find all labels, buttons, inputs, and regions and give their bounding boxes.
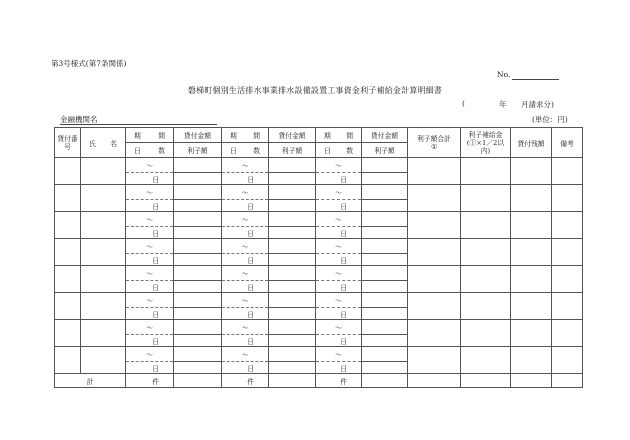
unit-label: (単位：円) bbox=[532, 115, 568, 124]
period-month-label: 月請求分) bbox=[521, 100, 554, 109]
remaining-balance-cell[interactable] bbox=[511, 293, 552, 320]
interest-cell[interactable] bbox=[362, 173, 408, 185]
interest-cell[interactable] bbox=[269, 362, 316, 374]
interest-cell[interactable] bbox=[269, 173, 316, 185]
interest-cell[interactable] bbox=[174, 362, 222, 374]
interest-cell[interactable] bbox=[174, 227, 222, 239]
interest-total-cell[interactable] bbox=[408, 212, 461, 239]
subsidy-cell[interactable] bbox=[461, 212, 511, 239]
days-cell[interactable]: 日 bbox=[126, 173, 174, 185]
period-range-cell[interactable]: ～ bbox=[126, 266, 174, 281]
total-balance-cell[interactable] bbox=[511, 374, 552, 388]
interest-cell[interactable] bbox=[362, 362, 408, 374]
period-range-cell[interactable]: ～ bbox=[126, 185, 174, 200]
period-range-cell[interactable]: ～ bbox=[316, 293, 362, 308]
remaining-balance-cell[interactable] bbox=[511, 239, 552, 266]
interest-cell[interactable] bbox=[174, 200, 222, 212]
remaining-balance-cell[interactable] bbox=[511, 320, 552, 347]
header-interest-3: 利子額 bbox=[362, 143, 408, 158]
loan-amount-cell[interactable] bbox=[269, 185, 316, 200]
period-range-cell[interactable]: ～ bbox=[222, 158, 269, 173]
table-row bbox=[55, 320, 583, 335]
remarks-cell[interactable] bbox=[552, 239, 583, 266]
remaining-balance-cell[interactable] bbox=[511, 347, 552, 374]
period-year-label: 年 bbox=[499, 100, 507, 109]
period-range-cell[interactable]: ～ bbox=[222, 239, 269, 254]
loan-amount-cell[interactable] bbox=[362, 347, 408, 362]
loan-number-cell[interactable] bbox=[55, 347, 81, 374]
interest-total-cell[interactable] bbox=[408, 266, 461, 293]
days-cell[interactable]: 日 bbox=[316, 254, 362, 266]
loan-amount-cell[interactable] bbox=[174, 185, 222, 200]
header-period-3-b: 間 bbox=[346, 132, 353, 140]
subsidy-cell[interactable] bbox=[461, 239, 511, 266]
loan-amount-cell[interactable] bbox=[174, 212, 222, 227]
header-days-1 bbox=[126, 143, 174, 158]
total-row bbox=[55, 374, 583, 388]
header-name-b: 名 bbox=[110, 139, 117, 148]
remaining-balance-cell[interactable] bbox=[511, 158, 552, 185]
calculation-table bbox=[54, 127, 583, 388]
period-range-cell[interactable]: ～ bbox=[126, 293, 174, 308]
interest-total-cell[interactable] bbox=[408, 239, 461, 266]
days-cell[interactable]: 日 bbox=[126, 308, 174, 320]
period-range-cell[interactable]: ～ bbox=[126, 212, 174, 227]
loan-number-cell[interactable] bbox=[55, 239, 81, 266]
table-row bbox=[55, 212, 583, 227]
days-cell[interactable]: 日 bbox=[126, 335, 174, 347]
interest-cell[interactable] bbox=[362, 281, 408, 293]
period-range-cell[interactable]: ～ bbox=[222, 212, 269, 227]
total-count-cell[interactable]: 件 bbox=[126, 374, 174, 388]
days-cell[interactable]: 日 bbox=[222, 335, 269, 347]
table-row bbox=[55, 239, 583, 254]
total-label: 計 bbox=[55, 374, 126, 388]
loan-number-cell[interactable] bbox=[55, 185, 81, 212]
interest-cell[interactable] bbox=[269, 200, 316, 212]
period-range-cell[interactable]: ～ bbox=[222, 320, 269, 335]
header-remarks: 備考 bbox=[552, 128, 583, 158]
header-loan-amount-1: 貸付金額 bbox=[174, 128, 222, 143]
loan-amount-cell[interactable] bbox=[362, 320, 408, 335]
subsidy-cell[interactable] bbox=[461, 293, 511, 320]
table-row bbox=[55, 185, 583, 200]
subsidy-cell[interactable] bbox=[461, 158, 511, 185]
days-cell[interactable]: 日 bbox=[222, 227, 269, 239]
days-cell[interactable]: 日 bbox=[126, 254, 174, 266]
interest-cell[interactable] bbox=[174, 254, 222, 266]
period-range-cell[interactable]: ～ bbox=[126, 320, 174, 335]
table-row bbox=[55, 158, 583, 173]
header-period-2 bbox=[222, 128, 269, 143]
bank-name-label: 金融機関名 bbox=[60, 115, 98, 124]
name-cell[interactable] bbox=[81, 266, 126, 293]
header-days-2-b: 数 bbox=[253, 147, 260, 155]
interest-cell[interactable] bbox=[362, 227, 408, 239]
header-name bbox=[81, 128, 126, 158]
remarks-cell[interactable] bbox=[552, 347, 583, 374]
header-days-3 bbox=[316, 143, 362, 158]
interest-cell[interactable] bbox=[174, 308, 222, 320]
header-loan-amount-2: 貸付金額 bbox=[269, 128, 316, 143]
interest-cell[interactable] bbox=[269, 335, 316, 347]
days-cell[interactable]: 日 bbox=[222, 362, 269, 374]
loan-number-cell[interactable] bbox=[55, 320, 81, 347]
interest-cell[interactable] bbox=[362, 308, 408, 320]
period-range-cell[interactable]: ～ bbox=[316, 239, 362, 254]
period-range-cell[interactable]: ～ bbox=[316, 347, 362, 362]
remaining-balance-cell[interactable] bbox=[511, 266, 552, 293]
subsidy-cell[interactable] bbox=[461, 266, 511, 293]
header-interest-2: 利子額 bbox=[269, 143, 316, 158]
loan-amount-cell[interactable] bbox=[269, 293, 316, 308]
header-days-3-a: 日 bbox=[324, 147, 331, 155]
days-cell[interactable]: 日 bbox=[222, 281, 269, 293]
table-row bbox=[55, 347, 583, 362]
header-period-2-b: 間 bbox=[253, 132, 260, 140]
name-cell[interactable] bbox=[81, 293, 126, 320]
loan-number-cell[interactable] bbox=[55, 293, 81, 320]
header-period-1-b: 間 bbox=[158, 132, 165, 140]
total-amount-cell[interactable] bbox=[174, 374, 222, 388]
days-cell[interactable]: 日 bbox=[126, 227, 174, 239]
days-cell[interactable]: 日 bbox=[222, 308, 269, 320]
remarks-cell[interactable] bbox=[552, 293, 583, 320]
header-loan-number: 貸付番号 bbox=[55, 128, 81, 158]
subsidy-cell[interactable] bbox=[461, 320, 511, 347]
total-remarks-cell[interactable] bbox=[552, 374, 583, 388]
interest-cell[interactable] bbox=[362, 254, 408, 266]
loan-amount-cell[interactable] bbox=[174, 347, 222, 362]
header-interest-total-label: 利子額合計 bbox=[417, 134, 451, 143]
period-range-cell[interactable]: ～ bbox=[126, 347, 174, 362]
subsidy-cell[interactable] bbox=[461, 347, 511, 374]
days-cell[interactable]: 日 bbox=[316, 362, 362, 374]
header-subsidy: 利子補給金(①×1／2以内) bbox=[461, 128, 511, 158]
header-period-1-a: 期 bbox=[134, 132, 141, 140]
remaining-balance-cell[interactable] bbox=[511, 212, 552, 239]
loan-amount-cell[interactable] bbox=[362, 266, 408, 281]
document-number-label: No. bbox=[497, 70, 511, 79]
period-range-cell[interactable]: ～ bbox=[316, 266, 362, 281]
name-cell[interactable] bbox=[81, 185, 126, 212]
header-days-2 bbox=[222, 143, 269, 158]
loan-amount-cell[interactable] bbox=[269, 320, 316, 335]
total-amount-cell[interactable] bbox=[362, 374, 408, 388]
interest-cell[interactable] bbox=[362, 200, 408, 212]
days-cell[interactable]: 日 bbox=[316, 227, 362, 239]
header-remaining-balance: 貸付残額 bbox=[511, 128, 552, 158]
remaining-balance-cell[interactable] bbox=[511, 185, 552, 212]
period-range-cell[interactable]: ～ bbox=[222, 293, 269, 308]
days-cell[interactable]: 日 bbox=[126, 362, 174, 374]
days-cell[interactable]: 日 bbox=[222, 200, 269, 212]
loan-amount-cell[interactable] bbox=[362, 212, 408, 227]
header-interest-total-mark: ① bbox=[430, 142, 438, 151]
loan-amount-cell[interactable] bbox=[362, 158, 408, 173]
period-range-cell[interactable]: ～ bbox=[222, 185, 269, 200]
days-cell[interactable]: 日 bbox=[126, 281, 174, 293]
loan-number-cell[interactable] bbox=[55, 212, 81, 239]
days-cell[interactable]: 日 bbox=[316, 281, 362, 293]
period-range-cell[interactable]: ～ bbox=[316, 158, 362, 173]
header-days-2-a: 日 bbox=[230, 147, 237, 155]
header-period-3-a: 期 bbox=[324, 132, 331, 140]
loan-amount-cell[interactable] bbox=[269, 347, 316, 362]
header-days-1-a: 日 bbox=[134, 147, 141, 155]
header-interest-total bbox=[408, 128, 461, 158]
period-range-cell[interactable]: ～ bbox=[126, 158, 174, 173]
interest-cell[interactable] bbox=[362, 335, 408, 347]
bank-name-field[interactable] bbox=[60, 124, 217, 125]
total-amount-cell[interactable] bbox=[269, 374, 316, 388]
period-range-cell[interactable]: ～ bbox=[126, 239, 174, 254]
header-days-3-b: 数 bbox=[346, 147, 353, 155]
remarks-cell[interactable] bbox=[552, 320, 583, 347]
loan-number-cell[interactable] bbox=[55, 158, 81, 185]
interest-total-cell[interactable] bbox=[408, 347, 461, 374]
total-subsidy-cell[interactable] bbox=[461, 374, 511, 388]
loan-amount-cell[interactable] bbox=[269, 212, 316, 227]
interest-cell[interactable] bbox=[174, 281, 222, 293]
header-interest-1: 利子額 bbox=[174, 143, 222, 158]
loan-amount-cell[interactable] bbox=[362, 185, 408, 200]
days-cell[interactable]: 日 bbox=[222, 254, 269, 266]
interest-cell[interactable] bbox=[269, 308, 316, 320]
total-count-cell[interactable]: 件 bbox=[316, 374, 362, 388]
loan-number-cell[interactable] bbox=[55, 266, 81, 293]
remarks-cell[interactable] bbox=[552, 185, 583, 212]
table-row bbox=[55, 293, 583, 308]
total-count-cell[interactable]: 件 bbox=[222, 374, 269, 388]
header-period-2-a: 期 bbox=[230, 132, 237, 140]
loan-amount-cell[interactable] bbox=[362, 239, 408, 254]
interest-total-cell[interactable] bbox=[408, 158, 461, 185]
loan-amount-cell[interactable] bbox=[174, 266, 222, 281]
name-cell[interactable] bbox=[81, 212, 126, 239]
days-cell[interactable]: 日 bbox=[126, 200, 174, 212]
days-cell[interactable]: 日 bbox=[316, 173, 362, 185]
form-number-label: 第3号様式(第7条関係) bbox=[51, 59, 127, 68]
interest-cell[interactable] bbox=[174, 335, 222, 347]
document-number-field[interactable] bbox=[512, 79, 559, 80]
days-cell[interactable]: 日 bbox=[316, 335, 362, 347]
period-range-cell[interactable]: ～ bbox=[316, 212, 362, 227]
header-name-a: 氏 bbox=[89, 139, 96, 148]
days-cell[interactable]: 日 bbox=[316, 200, 362, 212]
interest-cell[interactable] bbox=[269, 281, 316, 293]
period-range-cell[interactable]: ～ bbox=[222, 347, 269, 362]
header-loan-amount-3: 貸付金額 bbox=[362, 128, 408, 143]
period-range-cell[interactable]: ～ bbox=[316, 320, 362, 335]
interest-cell[interactable] bbox=[269, 227, 316, 239]
period-range-cell[interactable]: ～ bbox=[222, 266, 269, 281]
interest-cell[interactable] bbox=[174, 173, 222, 185]
loan-amount-cell[interactable] bbox=[174, 239, 222, 254]
days-cell[interactable]: 日 bbox=[316, 308, 362, 320]
period-range-cell[interactable]: ～ bbox=[316, 185, 362, 200]
table-row bbox=[55, 266, 583, 281]
header-days-1-b: 数 bbox=[158, 147, 165, 155]
name-cell[interactable] bbox=[81, 320, 126, 347]
remarks-cell[interactable] bbox=[552, 212, 583, 239]
loan-amount-cell[interactable] bbox=[174, 293, 222, 308]
header-period-3 bbox=[316, 128, 362, 143]
remarks-cell[interactable] bbox=[552, 266, 583, 293]
remarks-cell[interactable] bbox=[552, 158, 583, 185]
loan-amount-cell[interactable] bbox=[362, 293, 408, 308]
interest-total-cell[interactable] bbox=[408, 320, 461, 347]
total-interest-cell[interactable] bbox=[408, 374, 461, 388]
interest-total-cell[interactable] bbox=[408, 185, 461, 212]
interest-total-cell[interactable] bbox=[408, 293, 461, 320]
name-cell[interactable] bbox=[81, 239, 126, 266]
loan-amount-cell[interactable] bbox=[174, 158, 222, 173]
loan-amount-cell[interactable] bbox=[269, 266, 316, 281]
document-title: 磐梯町個別生活排水事業排水設備設置工事資金利子補給金計算明細書 bbox=[187, 86, 443, 95]
header-period-1 bbox=[126, 128, 174, 143]
loan-amount-cell[interactable] bbox=[269, 239, 316, 254]
loan-amount-cell[interactable] bbox=[174, 320, 222, 335]
name-cell[interactable] bbox=[81, 158, 126, 185]
name-cell[interactable] bbox=[81, 347, 126, 374]
days-cell[interactable]: 日 bbox=[222, 173, 269, 185]
period-open-paren: ( bbox=[462, 99, 465, 108]
interest-cell[interactable] bbox=[269, 254, 316, 266]
subsidy-cell[interactable] bbox=[461, 185, 511, 212]
loan-amount-cell[interactable] bbox=[269, 158, 316, 173]
